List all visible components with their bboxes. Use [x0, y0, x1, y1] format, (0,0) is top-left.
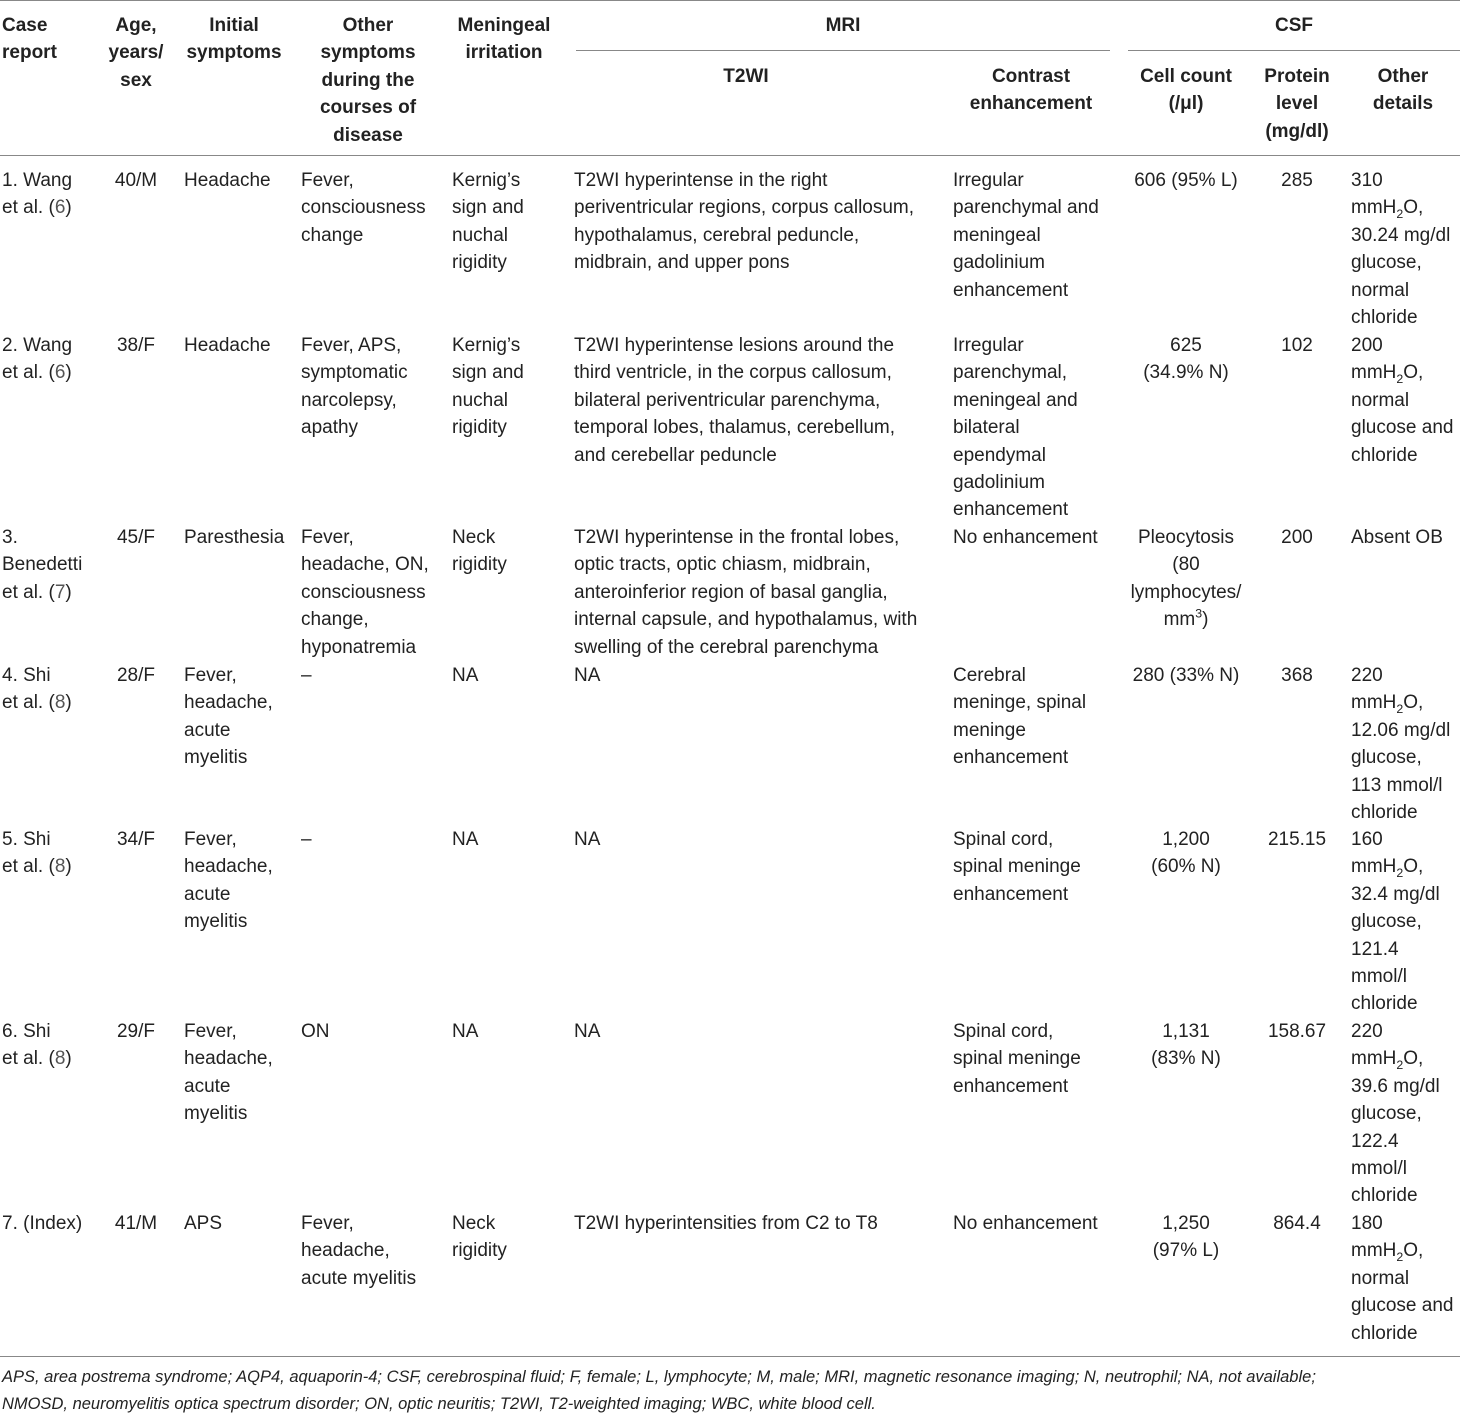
row-6-meningeal: [452, 1018, 568, 1045]
row-6-contrast-line: enhancement: [953, 1075, 1069, 1097]
row-4-case-line: 4. Shi: [2, 665, 51, 686]
row-2-t2wi-line: bilateral periventricular parenchyma,: [574, 389, 881, 411]
row-2-case: [2, 332, 97, 387]
header-age-sex: [100, 12, 172, 94]
header-case-report-line: Case: [2, 15, 48, 36]
header-other-symptoms-line: disease: [333, 124, 403, 146]
row-6-initial-line: myelitis: [184, 1103, 248, 1125]
row-6-details-line: 220: [1351, 1021, 1383, 1042]
header-other-symptoms-line: Other: [342, 15, 394, 36]
row-1-case-line: 1. Wang: [2, 170, 73, 191]
row-1-contrast-line: Irregular: [953, 170, 1024, 191]
row-1-t2wi-line: T2WI hyperintense in the right: [574, 170, 828, 191]
row-6-cell-line: (83% N): [1151, 1048, 1221, 1070]
row-7-initial: [184, 1210, 292, 1237]
header-cell-count-line: Cell count: [1140, 66, 1232, 87]
header-protein-level-line: (mg/dl): [1265, 120, 1329, 142]
header-contrast-enhancement: [950, 63, 1112, 118]
header-csf: [1128, 12, 1460, 39]
row-1-details-line: mmH$_2$O,: [1351, 197, 1424, 222]
row-3-protein-line: 200: [1281, 527, 1313, 548]
row-1-protein: [1256, 167, 1338, 194]
row-2-other-line: Fever, APS,: [301, 335, 402, 356]
row-2-protein-line: 102: [1281, 335, 1313, 356]
row-3-protein: [1256, 524, 1338, 551]
row-4-age-line: 28/F: [116, 665, 156, 686]
row-5-initial-line: headache,: [184, 856, 273, 878]
row-1-initial: [184, 167, 292, 194]
row-7-t2wi: [574, 1210, 946, 1237]
row-5-meningeal: [452, 826, 568, 853]
header-csf-line: CSF: [1275, 15, 1313, 36]
row-4-case-line: et al. (8): [2, 692, 72, 714]
row-2-t2wi-line: T2WI hyperintense lesions around the: [574, 335, 895, 356]
row-4-contrast-line: meninge, spinal: [953, 692, 1087, 714]
header-cell-count-line: (/μl): [1168, 93, 1204, 115]
row-7-other-line: headache,: [301, 1240, 390, 1262]
row-5-initial-line: Fever,: [184, 829, 237, 850]
header-initial-symptoms: [180, 12, 288, 67]
row-2-age-line: 38/F: [116, 335, 156, 356]
row-5-t2wi-line: NA: [574, 829, 601, 850]
row-1-case-line: et al. (6): [2, 197, 72, 219]
row-1-t2wi-line: periventricular regions, corpus callosum,: [574, 197, 915, 219]
row-5-initial-line: myelitis: [184, 911, 248, 933]
row-2-contrast-line: enhancement: [953, 499, 1069, 521]
row-4-contrast-line: Cerebral: [953, 665, 1026, 686]
row-1-meningeal-line: rigidity: [452, 252, 507, 274]
header-protein-level: [1256, 63, 1338, 145]
row-3-contrast-line: No enhancement: [953, 527, 1098, 548]
row-7-case-line: 7. (Index): [2, 1213, 83, 1234]
row-6-initial-line: Fever,: [184, 1021, 237, 1042]
row-2-contrast-line: ependymal: [953, 444, 1046, 466]
row-6-details-line: mmol/l: [1351, 1158, 1407, 1180]
row-1-cell-line: 606 (95% L): [1134, 170, 1238, 191]
row-5-protein-line: 215.15: [1267, 829, 1327, 850]
header-other-symptoms: [298, 12, 438, 149]
row-2-contrast-line: parenchymal,: [953, 362, 1068, 384]
row-6-contrast-line: spinal meninge: [953, 1048, 1081, 1070]
row-1-other-line: change: [301, 224, 364, 246]
header-other-symptoms-line: during the: [321, 69, 415, 91]
header-mri-line: MRI: [825, 15, 861, 36]
row-2-meningeal-line: sign and: [452, 362, 524, 384]
row-1-contrast-line: meningeal: [953, 224, 1041, 246]
row-1-initial-line: Headache: [184, 170, 271, 191]
header-contrast-enhancement-line: Contrast: [991, 66, 1071, 87]
row-1-meningeal-line: Kernig’s: [452, 170, 521, 191]
row-1-details-line: chloride: [1351, 307, 1418, 329]
row-2-t2wi: [574, 332, 946, 469]
header-other-details-line: Other: [1377, 66, 1429, 87]
row-5-cell-line: (60% N): [1151, 856, 1221, 878]
row-3-cell-line: (80: [1172, 554, 1200, 576]
row-5-case-line: et al. (8): [2, 856, 72, 878]
row-1-meningeal-line: nuchal: [452, 224, 508, 246]
header-initial-symptoms-line: Initial: [209, 15, 259, 36]
row-6-details-line: glucose,: [1351, 1103, 1422, 1125]
header-age-sex-line: sex: [120, 69, 152, 91]
row-7-other-line: Fever,: [301, 1213, 354, 1234]
row-7-cell-line: 1,250: [1162, 1213, 1210, 1234]
row-3-initial: [184, 524, 292, 551]
row-5-details-line: 32.4 mg/dl: [1351, 883, 1440, 905]
row-4-case: [2, 662, 97, 717]
row-3-cell-line: Pleocytosis: [1137, 527, 1235, 548]
row-5-details-line: 160: [1351, 829, 1383, 850]
row-6-contrast: [953, 1018, 1118, 1100]
row-2-age: [100, 332, 172, 359]
header-t2wi-line: T2WI: [723, 66, 769, 87]
row-1-contrast-line: parenchymal and: [953, 197, 1099, 219]
row-2-contrast: [953, 332, 1118, 524]
row-5-contrast-line: enhancement: [953, 883, 1069, 905]
row-5-age: [100, 826, 172, 853]
row-2-initial: [184, 332, 292, 359]
row-6-contrast-line: Spinal cord,: [953, 1021, 1054, 1042]
row-3-details: [1351, 524, 1460, 551]
row-6-t2wi-line: NA: [574, 1021, 601, 1042]
row-1-details-line: 310: [1351, 170, 1383, 191]
row-1-other-line: consciousness: [301, 197, 426, 219]
row-3-details-line: Absent OB: [1351, 527, 1443, 548]
row-1-details: [1351, 167, 1460, 331]
row-7-meningeal-line: rigidity: [452, 1240, 507, 1262]
header-age-sex-line: years/: [108, 42, 164, 64]
row-2-details-line: chloride: [1351, 444, 1418, 466]
row-3-t2wi-line: swelling of the cerebral parenchyma: [574, 636, 879, 658]
row-3-meningeal: [452, 524, 568, 579]
row-3-t2wi-line: anteroinferior region of basal ganglia,: [574, 581, 888, 603]
row-5-contrast-line: spinal meninge: [953, 856, 1081, 878]
row-7-meningeal-line: Neck: [452, 1213, 496, 1234]
row-6-age-line: 29/F: [116, 1021, 156, 1042]
row-7-details-line: glucose and: [1351, 1295, 1454, 1317]
row-1-details-line: 30.24 mg/dl: [1351, 224, 1451, 246]
row-3-cell-line: lymphocytes/: [1130, 581, 1242, 603]
row-6-case-line: et al. (8): [2, 1048, 72, 1070]
row-3-t2wi-line: optic tracts, optic chiasm, midbrain,: [574, 554, 871, 576]
row-6-details-line: chloride: [1351, 1185, 1418, 1207]
row-4-t2wi: [574, 662, 946, 689]
row-5-details-line: mmol/l: [1351, 966, 1407, 988]
table-top-rule: [0, 0, 1460, 1]
row-5-details-line: chloride: [1351, 993, 1418, 1015]
row-6-details-line: mmH$_2$O,: [1351, 1048, 1424, 1073]
row-7-age: [100, 1210, 172, 1237]
row-7-other: [301, 1210, 441, 1292]
row-1-other-line: Fever,: [301, 170, 354, 191]
row-2-contrast-line: meningeal and: [953, 389, 1078, 411]
row-6-details-line: 39.6 mg/dl: [1351, 1075, 1440, 1097]
row-3-age-line: 45/F: [116, 527, 156, 548]
row-6-initial-line: headache,: [184, 1048, 273, 1070]
row-1-details-line: glucose,: [1351, 252, 1422, 274]
row-2-meningeal-line: nuchal: [452, 389, 508, 411]
row-1-protein-line: 285: [1281, 170, 1313, 191]
row-4-t2wi-line: NA: [574, 665, 601, 686]
row-6-protein: [1256, 1018, 1338, 1045]
row-3-other-line: hyponatremia: [301, 636, 417, 658]
row-4-protein: [1256, 662, 1338, 689]
row-5-case: [2, 826, 97, 881]
row-2-initial-line: Headache: [184, 335, 271, 356]
row-5-contrast-line: Spinal cord,: [953, 829, 1054, 850]
row-1-case: [2, 167, 97, 222]
row-7-contrast: [953, 1210, 1118, 1237]
row-7-contrast-line: No enhancement: [953, 1213, 1098, 1234]
row-1-t2wi-line: midbrain, and upper pons: [574, 252, 790, 274]
row-3-case: [2, 524, 97, 606]
row-4-details: [1351, 662, 1460, 826]
header-protein-level-line: Protein: [1264, 66, 1330, 87]
row-7-details-line: mmH$_2$O,: [1351, 1240, 1424, 1265]
row-3-other-line: headache, ON,: [301, 554, 429, 576]
row-7-details: [1351, 1210, 1460, 1347]
row-2-meningeal-line: Kernig’s: [452, 335, 521, 356]
row-1-t2wi-line: hypothalamus, cerebral peduncle,: [574, 224, 860, 246]
row-5-contrast: [953, 826, 1118, 908]
row-6-case: [2, 1018, 97, 1073]
row-6-initial: [184, 1018, 292, 1128]
row-3-cell: [1120, 524, 1252, 634]
header-case-report-line: report: [2, 42, 57, 64]
row-3-other-line: change,: [301, 609, 369, 631]
row-1-age: [100, 167, 172, 194]
row-6-initial-line: acute: [184, 1075, 231, 1097]
row-5-details-line: 121.4: [1351, 938, 1399, 960]
row-5-details-line: glucose,: [1351, 911, 1422, 933]
row-3-meningeal-line: rigidity: [452, 554, 507, 576]
row-2-contrast-line: bilateral: [953, 417, 1020, 439]
row-2-details-line: glucose and: [1351, 417, 1454, 439]
row-4-meningeal: [452, 662, 568, 689]
row-7-details-line: normal: [1351, 1267, 1410, 1289]
row-3-other-line: Fever,: [301, 527, 354, 548]
row-6-details: [1351, 1018, 1460, 1210]
row-3-case-line: et al. (7): [2, 581, 72, 603]
row-4-initial-line: myelitis: [184, 747, 248, 769]
row-1-contrast: [953, 167, 1118, 304]
row-2-other-line: narcolepsy,: [301, 389, 397, 411]
table-bottom-rule: [0, 1356, 1460, 1357]
row-1-other: [301, 167, 441, 249]
row-5-case-line: 5. Shi: [2, 829, 51, 850]
row-7-initial-line: APS: [184, 1213, 223, 1234]
row-7-cell-line: (97% L): [1152, 1240, 1220, 1262]
row-5-initial-line: acute: [184, 883, 231, 905]
row-2-contrast-line: gadolinium: [953, 472, 1045, 494]
row-7-details-line: chloride: [1351, 1322, 1418, 1344]
row-4-details-line: mmH$_2$O,: [1351, 692, 1424, 717]
row-5-details-line: mmH$_2$O,: [1351, 856, 1424, 881]
row-2-other: [301, 332, 441, 442]
row-3-age: [100, 524, 172, 551]
row-4-details-line: 12.06 mg/dl: [1351, 719, 1451, 741]
row-6-t2wi: [574, 1018, 946, 1045]
row-3-other-line: consciousness: [301, 581, 426, 603]
header-t2wi: [576, 63, 916, 90]
row-6-meningeal-line: NA: [452, 1021, 479, 1042]
row-4-initial-line: Fever,: [184, 665, 237, 686]
row-4-meningeal-line: NA: [452, 665, 479, 686]
row-4-cell-line: 280 (33% N): [1132, 665, 1240, 686]
header-other-details: [1346, 63, 1460, 118]
row-4-initial-line: acute: [184, 719, 231, 741]
row-7-protein-line: 864.4: [1273, 1213, 1321, 1234]
row-4-details-line: chloride: [1351, 802, 1418, 824]
header-meningeal-irritation-line: irritation: [465, 42, 543, 64]
row-2-cell: [1120, 332, 1252, 387]
row-4-contrast-line: meninge: [953, 719, 1026, 741]
header-other-details-line: details: [1372, 93, 1434, 115]
row-2-other-line: symptomatic: [301, 362, 408, 384]
header-meningeal-irritation: [446, 12, 562, 67]
row-2-other-line: apathy: [301, 417, 359, 439]
header-meningeal-irritation-line: Meningeal: [457, 15, 551, 36]
row-4-other: [301, 662, 441, 689]
row-2-details-line: 200: [1351, 335, 1383, 356]
row-2-cell-line: 625: [1170, 335, 1202, 356]
row-5-other: [301, 826, 441, 853]
row-5-details: [1351, 826, 1460, 1018]
row-4-other-line: –: [301, 665, 312, 686]
row-2-t2wi-line: and cerebellar peduncle: [574, 444, 777, 466]
row-5-cell: [1120, 826, 1252, 881]
row-6-cell-line: 1,131: [1162, 1021, 1210, 1042]
row-2-details: [1351, 332, 1460, 469]
row-7-meningeal: [452, 1210, 568, 1265]
row-5-age-line: 34/F: [116, 829, 156, 850]
row-5-cell-line: 1,200: [1162, 829, 1210, 850]
row-5-other-line: –: [301, 829, 312, 850]
row-4-initial: [184, 662, 292, 772]
row-6-other: [301, 1018, 441, 1045]
row-5-meningeal-line: NA: [452, 829, 479, 850]
row-1-cell: [1120, 167, 1252, 194]
row-7-cell: [1120, 1210, 1252, 1265]
row-3-meningeal-line: Neck: [452, 527, 496, 548]
row-4-details-line: 113 mmol/l: [1351, 774, 1443, 796]
header-cell-count: [1120, 63, 1252, 118]
row-1-age-line: 40/M: [114, 170, 158, 191]
row-3-case-line: 3.: [2, 527, 18, 548]
header-contrast-enhancement-line: enhancement: [969, 93, 1093, 115]
row-4-initial-line: headache,: [184, 692, 273, 714]
header-mri: [576, 12, 1110, 39]
footnote-line: NMOSD, neuromyelitis optica spectrum disorder; ON, optic neuritis; T2WI, T2-weighted imaging; WBC, white blood cell.: [2, 1395, 876, 1413]
row-2-protein: [1256, 332, 1338, 359]
row-7-protein: [1256, 1210, 1338, 1237]
row-4-protein-line: 368: [1281, 665, 1313, 686]
row-1-t2wi: [574, 167, 946, 277]
row-2-t2wi-line: temporal lobes, thalamus, cerebellum,: [574, 417, 896, 439]
row-7-details-line: 180: [1351, 1213, 1383, 1234]
row-6-cell: [1120, 1018, 1252, 1073]
header-other-symptoms-line: courses of: [319, 97, 417, 119]
table-footnote: [2, 1364, 1458, 1418]
header-bottom-rule: [0, 155, 1460, 156]
header-case-report: [2, 12, 97, 67]
row-3-t2wi-line: T2WI hyperintense in the frontal lobes,: [574, 527, 900, 548]
mri-group-rule: [576, 50, 1110, 51]
row-6-details-line: 122.4: [1351, 1130, 1399, 1152]
row-4-cell: [1120, 662, 1252, 689]
row-3-cell-line: $mm^3$): [1163, 606, 1209, 631]
row-5-initial: [184, 826, 292, 936]
row-5-protein: [1256, 826, 1338, 853]
row-7-other-line: acute myelitis: [301, 1267, 417, 1289]
csf-group-rule: [1128, 50, 1460, 51]
row-4-details-line: glucose,: [1351, 747, 1422, 769]
header-initial-symptoms-line: symptoms: [186, 42, 282, 64]
row-2-t2wi-line: third ventricle, in the corpus callosum,: [574, 362, 892, 384]
row-7-t2wi-line: T2WI hyperintensities from C2 to T8: [574, 1213, 878, 1234]
header-protein-level-line: level: [1275, 93, 1319, 115]
row-3-t2wi-line: internal capsule, and hypothalamus, with: [574, 609, 918, 631]
row-3-case-line: Benedetti: [2, 554, 83, 576]
row-2-details-line: mmH$_2$O,: [1351, 362, 1424, 387]
row-4-contrast-line: enhancement: [953, 747, 1069, 769]
header-other-symptoms-line: symptoms: [320, 42, 416, 64]
row-2-cell-line: (34.9% N): [1143, 362, 1229, 384]
row-4-age: [100, 662, 172, 689]
row-1-details-line: normal: [1351, 279, 1410, 301]
row-1-meningeal-line: sign and: [452, 197, 524, 219]
row-6-other-line: ON: [301, 1021, 330, 1042]
row-2-meningeal: [452, 332, 568, 442]
row-6-protein-line: 158.67: [1267, 1021, 1327, 1042]
row-5-t2wi: [574, 826, 946, 853]
row-2-case-line: 2. Wang: [2, 335, 73, 356]
row-2-details-line: normal: [1351, 389, 1410, 411]
row-3-t2wi: [574, 524, 946, 661]
row-2-contrast-line: Irregular: [953, 335, 1024, 356]
row-4-contrast: [953, 662, 1118, 772]
row-7-age-line: 41/M: [114, 1213, 158, 1234]
row-1-contrast-line: gadolinium: [953, 252, 1045, 274]
row-2-meningeal-line: rigidity: [452, 417, 507, 439]
row-1-meningeal: [452, 167, 568, 277]
row-6-age: [100, 1018, 172, 1045]
row-6-case-line: 6. Shi: [2, 1021, 51, 1042]
row-2-case-line: et al. (6): [2, 362, 72, 384]
row-4-details-line: 220: [1351, 665, 1383, 686]
row-3-contrast: [953, 524, 1118, 551]
row-1-contrast-line: enhancement: [953, 279, 1069, 301]
row-3-initial-line: Paresthesia: [184, 527, 285, 548]
footnote-line: APS, area postrema syndrome; AQP4, aquaporin-4; CSF, cerebrospinal fluid; F, female; L, lymphocyte; M, male; MRI, magnetic resonance imaging; N, neutrophil; NA, not available;: [2, 1368, 1316, 1386]
row-7-case: [2, 1210, 97, 1237]
row-3-other: [301, 524, 441, 661]
header-age-sex-line: Age,: [115, 15, 157, 36]
